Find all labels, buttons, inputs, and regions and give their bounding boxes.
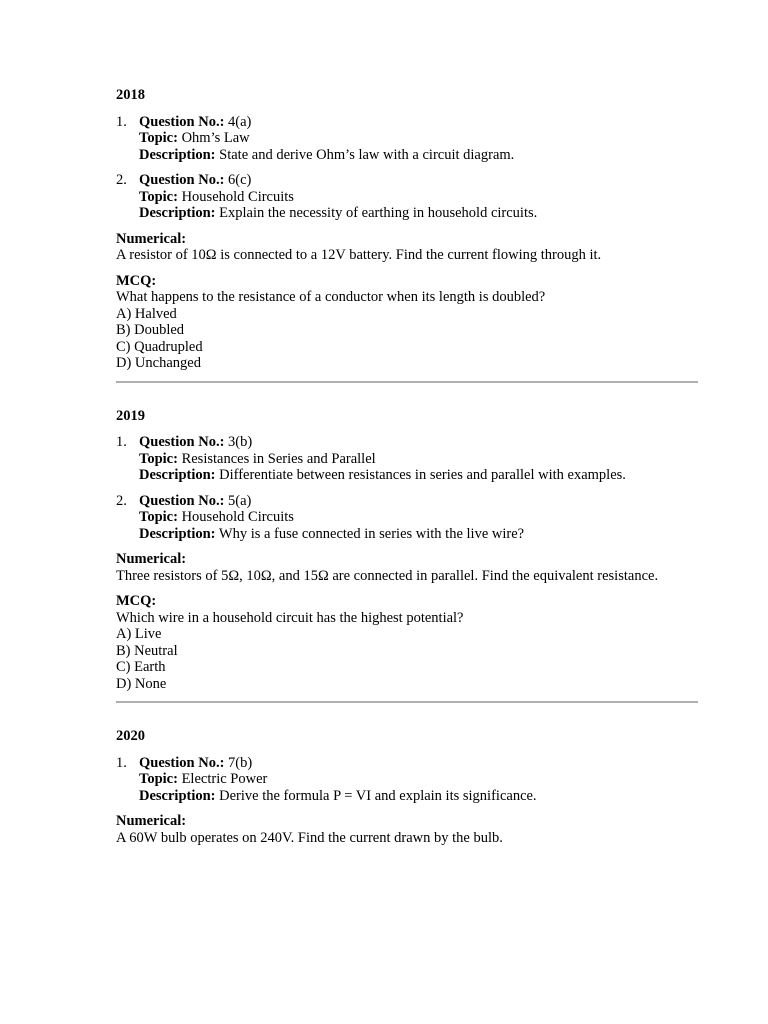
description-label: Description: — [139, 787, 216, 804]
topic-label: Topic: — [139, 771, 178, 787]
item-number: 2. — [116, 172, 127, 188]
document-page — [116, 87, 698, 855]
question-item — [116, 755, 698, 805]
numerical-block — [116, 551, 698, 584]
description-line — [139, 467, 698, 484]
mcq-question: Which wire in a household circuit has the highest potential? — [116, 609, 464, 626]
item-number: 1. — [116, 434, 127, 450]
question-list — [116, 755, 698, 805]
section-2019 — [116, 408, 698, 693]
question-number-line — [139, 114, 698, 131]
description-line — [139, 205, 698, 222]
topic: Household Circuits — [181, 509, 294, 525]
mcq-block — [116, 593, 698, 692]
question-item — [116, 114, 698, 164]
question-number: 7(b) — [228, 754, 253, 771]
question-number-label: Question No.: — [139, 113, 225, 130]
numerical-label: Numerical: — [116, 551, 187, 567]
section-divider — [116, 381, 698, 383]
mcq-option: B) Neutral — [116, 642, 178, 659]
section-year: 2018 — [116, 87, 145, 103]
numerical-text: A 60W bulb operates on 240V. Find the current drawn by the bulb. — [116, 829, 503, 846]
numerical-text: Three resistors of 5Ω, 10Ω, and 15Ω are connected in parallel. Find the equivalent resistance. — [116, 567, 659, 584]
mcq-block — [116, 273, 698, 372]
topic-label: Topic: — [139, 130, 178, 146]
question-number-line — [139, 493, 698, 510]
topic-line — [139, 130, 698, 147]
topic: Ohm’s Law — [181, 130, 250, 146]
question-number-line — [139, 172, 698, 189]
question-list — [116, 114, 698, 222]
question-number: 6(c) — [228, 172, 252, 188]
description: Derive the formula P = VI and explain its significance. — [219, 787, 537, 804]
description-label: Description: — [139, 146, 216, 163]
topic: Electric Power — [181, 771, 268, 787]
question-item — [116, 172, 698, 222]
section-year: 2020 — [116, 728, 145, 744]
mcq-options — [116, 626, 698, 692]
topic-label: Topic: — [139, 450, 178, 467]
question-list — [116, 434, 698, 542]
question-number: 5(a) — [228, 492, 252, 509]
mcq-option: B) Doubled — [116, 322, 185, 338]
mcq-options — [116, 306, 698, 372]
topic-line — [139, 189, 698, 206]
topic-line — [139, 451, 698, 468]
item-number: 1. — [116, 754, 127, 771]
section-2018 — [116, 87, 698, 372]
question-number: 3(b) — [228, 434, 253, 450]
section-year: 2019 — [116, 407, 145, 424]
numerical-text: A resistor of 10Ω is connected to a 12V battery. Find the current flowing through it. — [116, 247, 602, 263]
question-item — [116, 434, 698, 484]
mcq-label: MCQ: — [116, 272, 157, 289]
question-number-label: Question No.: — [139, 434, 225, 450]
numerical-block — [116, 231, 698, 264]
mcq-option: A) Live — [116, 626, 162, 642]
description: Explain the necessity of earthing in household circuits. — [219, 205, 538, 221]
description-label: Description: — [139, 525, 216, 542]
numerical-label: Numerical: — [116, 813, 187, 829]
question-item — [116, 493, 698, 543]
description-line — [139, 526, 698, 543]
section-2020 — [116, 728, 698, 846]
question-number-label: Question No.: — [139, 754, 225, 771]
question-number-line — [139, 755, 698, 772]
mcq-label: MCQ: — [116, 593, 157, 609]
question-number-line — [139, 434, 698, 451]
description: Differentiate between resistances in series and parallel with examples. — [219, 467, 626, 483]
description-label: Description: — [139, 205, 216, 221]
question-number: 4(a) — [228, 113, 252, 130]
mcq-option: C) Quadrupled — [116, 338, 203, 355]
topic: Household Circuits — [181, 188, 294, 205]
topic-line — [139, 771, 698, 788]
description-label: Description: — [139, 467, 216, 483]
topic-label: Topic: — [139, 509, 178, 525]
numerical-block — [116, 813, 698, 846]
topic: Resistances in Series and Parallel — [181, 450, 376, 467]
question-number-label: Question No.: — [139, 172, 225, 188]
description: State and derive Ohm’s law with a circuit diagram. — [219, 146, 515, 163]
numerical-label: Numerical: — [116, 230, 187, 247]
item-number: 2. — [116, 492, 127, 509]
mcq-question: What happens to the resistance of a conductor when its length is doubled? — [116, 289, 546, 305]
description-line — [139, 788, 698, 805]
mcq-option: C) Earth — [116, 659, 166, 675]
item-number: 1. — [116, 113, 127, 130]
description-line — [139, 147, 698, 164]
mcq-option: D) None — [116, 675, 167, 692]
section-divider — [116, 701, 698, 703]
description: Why is a fuse connected in series with the live wire? — [218, 525, 525, 542]
topic-line — [139, 509, 698, 526]
mcq-option: A) Halved — [116, 305, 177, 322]
topic-label: Topic: — [139, 188, 178, 205]
mcq-option: D) Unchanged — [116, 355, 201, 371]
question-number-label: Question No.: — [139, 492, 225, 509]
